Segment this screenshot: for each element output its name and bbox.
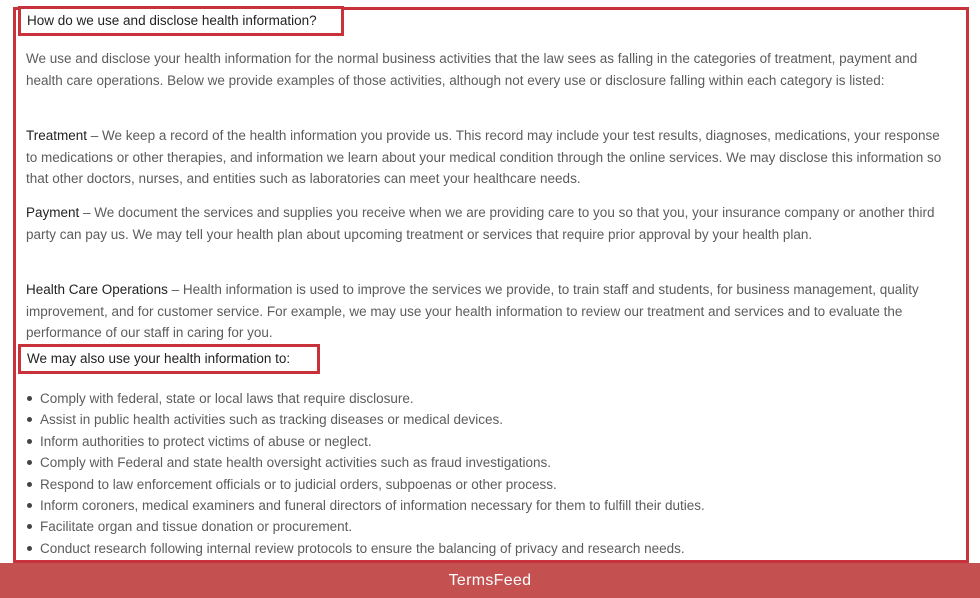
payment-term: Payment xyxy=(26,205,80,220)
treatment-paragraph xyxy=(26,125,946,190)
also-use-heading: We may also use your health information to: xyxy=(18,344,320,374)
intro-paragraph: We use and disclose your health information for the normal business activities that the law sees as falling in the categories of treatment, payment and health care operations. Below we provide examples of those activities, although not every use or disclosure falling within each category is listed: xyxy=(26,51,918,88)
payment-paragraph xyxy=(26,202,946,245)
list-item: Comply with Federal and state health oversight activities such as fraud investigations. xyxy=(26,452,946,473)
bullet-icon xyxy=(27,546,32,551)
list-item: Facilitate organ and tissue donation or procurement. xyxy=(26,516,946,537)
payment-text: – We document the services and supplies you receive when we are providing care to you so that you, your insurance company or another third party can pay us. We may tell your health plan about upcoming treatment or services that require prior approval by your health plan. xyxy=(26,205,935,242)
treatment-term: Treatment xyxy=(26,128,88,143)
operations-term: Health Care Operations xyxy=(26,282,168,297)
uses-list xyxy=(26,388,946,559)
bullet-icon xyxy=(27,460,32,465)
bullet-icon xyxy=(27,482,32,487)
list-item: Inform authorities to protect victims of abuse or neglect. xyxy=(26,431,946,452)
section-heading: How do we use and disclose health information? xyxy=(18,6,344,36)
bullet-icon xyxy=(27,396,32,401)
list-item: Conduct research following internal review protocols to ensure the balancing of privacy and research needs. xyxy=(26,538,946,559)
list-item: Assist in public health activities such as tracking diseases or medical devices. xyxy=(26,409,946,430)
bullet-icon xyxy=(27,439,32,444)
operations-paragraph xyxy=(26,279,946,344)
footer-brand: TermsFeed xyxy=(448,572,532,589)
bullet-icon xyxy=(27,524,32,529)
footer-brand-bar xyxy=(0,563,980,598)
list-item: Respond to law enforcement officials or to judicial orders, subpoenas or other process. xyxy=(26,474,946,495)
list-item: Inform coroners, medical examiners and funeral directors of information necessary for them to fulfill their duties. xyxy=(26,495,946,516)
treatment-text: – We keep a record of the health information you provide us. This record may include your test results, diagnoses, medications, your response to medications or other therapies, and information we learn about your medical condition through the online services. We may disclose this information so that other doctors, nurses, and entities such as laboratories can meet your healthcare needs. xyxy=(26,128,942,186)
bullet-icon xyxy=(27,503,32,508)
bullet-icon xyxy=(27,417,32,422)
list-item: Comply with federal, state or local laws that require disclosure. xyxy=(26,388,946,409)
operations-text: – Health information is used to improve the services we provide, to train staff and students, for business management, quality improvement, and for customer service. For example, we may use your health information to review our treatment and services and to evaluate the performance of our staff in caring for you. xyxy=(26,282,919,340)
